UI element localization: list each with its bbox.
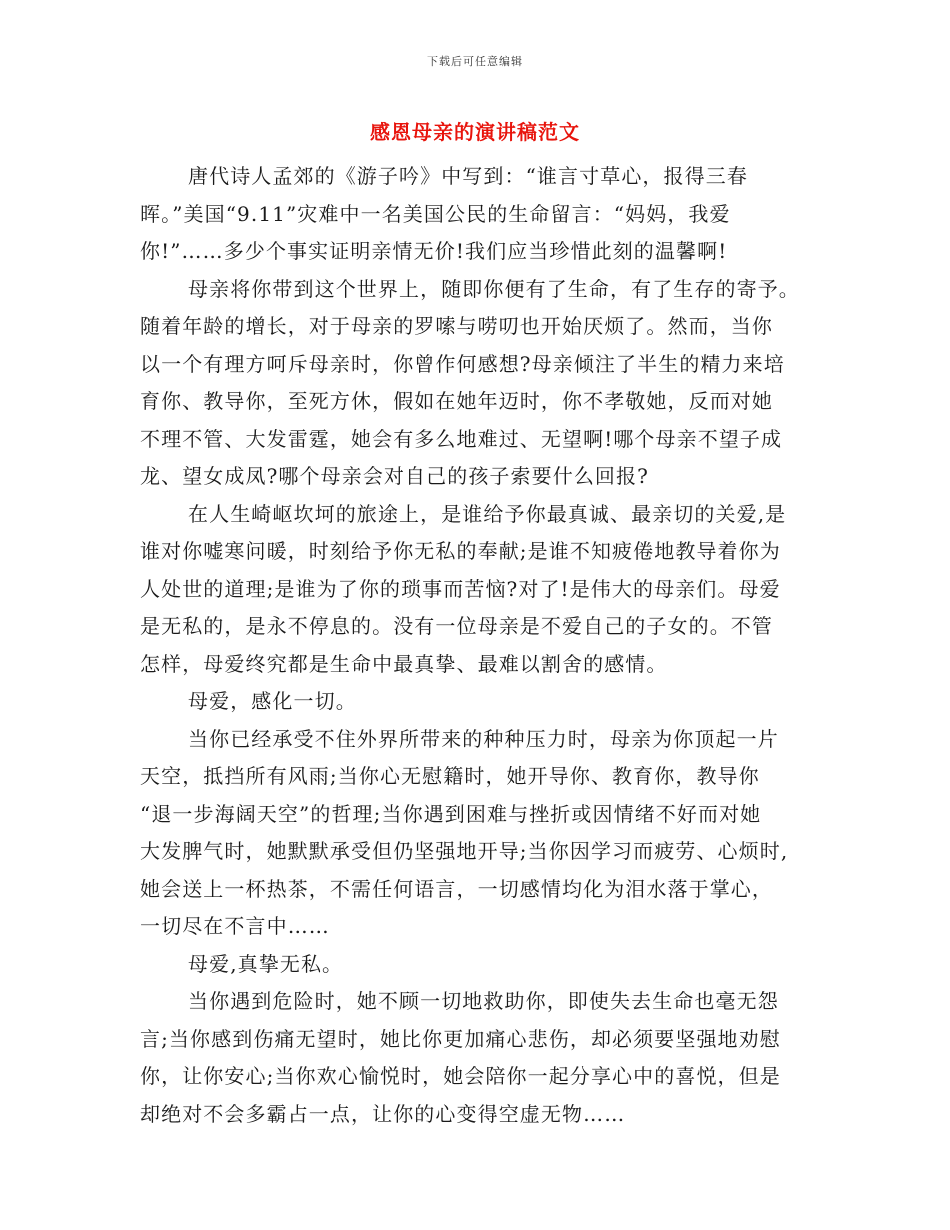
- text-line: 她会送上一杯热茶，不需任何语言，一切感情均化为泪水落于掌心，: [140, 876, 773, 901]
- text-line: “退一步海阔天空”的哲理;当你遇到困难与挫折或因情绪不好而对她: [140, 801, 762, 826]
- text-line: 怎样，母爱终究都是生命中最真挚、最难以割舍的感情。: [140, 651, 668, 676]
- text-line: 晖。”美国“9.11”灾难中一名美国公民的生命留言：“妈妈，我爱: [140, 201, 731, 226]
- document-title: 感恩母亲的演讲稿范文: [370, 120, 580, 144]
- text-line: 不理不管、大发雷霆，她会有多么地难过、无望啊!哪个母亲不望子成: [140, 426, 783, 451]
- text-line: 育你、教导你，至死方休，假如在她年迈时，你不孝敬她，反而对她: [140, 389, 773, 413]
- text-line: 母爱，感化一切。: [188, 689, 357, 713]
- text-line: 天空，抵挡所有风雨;当你心无慰籍时，她开导你、教育你，教导你: [140, 764, 760, 788]
- text-line: 龙、望女成凤?哪个母亲会对自己的孩子索要什么回报?: [140, 464, 649, 488]
- text-line: 在人生崎岖坎坷的旅途上，是谁给予你最真诚、最亲切的关爱,是: [188, 501, 787, 526]
- text-line: 母爱,真挚无私。: [188, 951, 344, 976]
- text-line: 当你遇到危险时，她不顾一切地救助你，即使失去生命也毫无怨: [188, 989, 779, 1013]
- text-line: 以一个有理方呵斥母亲时，你曾作何感想?母亲倾注了半生的精力来培: [140, 351, 785, 376]
- text-line: 却绝对不会多霸占一点，让你的心变得空虚无物……: [140, 1101, 626, 1126]
- text-line: 大发脾气时，她默默承受但仍坚强地开导;当你因学习而疲劳、心烦时,: [140, 839, 789, 863]
- header-note: 下载后可任意编辑: [427, 55, 523, 68]
- text-line: 随着年龄的增长，对于母亲的罗嗦与唠叨也开始厌烦了。然而，当你: [140, 314, 773, 338]
- text-line: 一切尽在不言中……: [140, 914, 330, 938]
- text-line: 唐代诗人孟郊的《游子吟》中写到：“谁言寸草心，报得三春: [188, 164, 748, 188]
- text-line: 是无私的，是永不停息的。没有一位母亲是不爱自己的子女的。不管: [140, 614, 773, 638]
- text-line: 当你已经承受不住外界所带来的种种压力时，母亲为你顶起一片: [188, 726, 779, 751]
- text-line: 你!”……多少个事实证明亲情无价!我们应当珍惜此刻的温馨啊!: [140, 239, 728, 263]
- text-line: 谁对你嘘寒问暖，时刻给予你无私的奉献;是谁不知疲倦地教导着你为: [140, 539, 781, 563]
- text-line: 母亲将你带到这个世界上，随即你便有了生命，有了生存的寄予。: [188, 276, 800, 301]
- text-line: 言;当你感到伤痛无望时，她比你更加痛心悲伤，却必须要坚强地劝慰: [140, 1026, 781, 1051]
- text-line: 你，让你安心;当你欢心愉悦时，她会陪你一起分享心中的喜悦，但是: [140, 1064, 781, 1088]
- text-line: 人处世的道理;是谁为了你的琐事而苦恼?对了!是伟大的母亲们。母爱: [140, 576, 781, 601]
- document-body: [140, 158, 820, 1133]
